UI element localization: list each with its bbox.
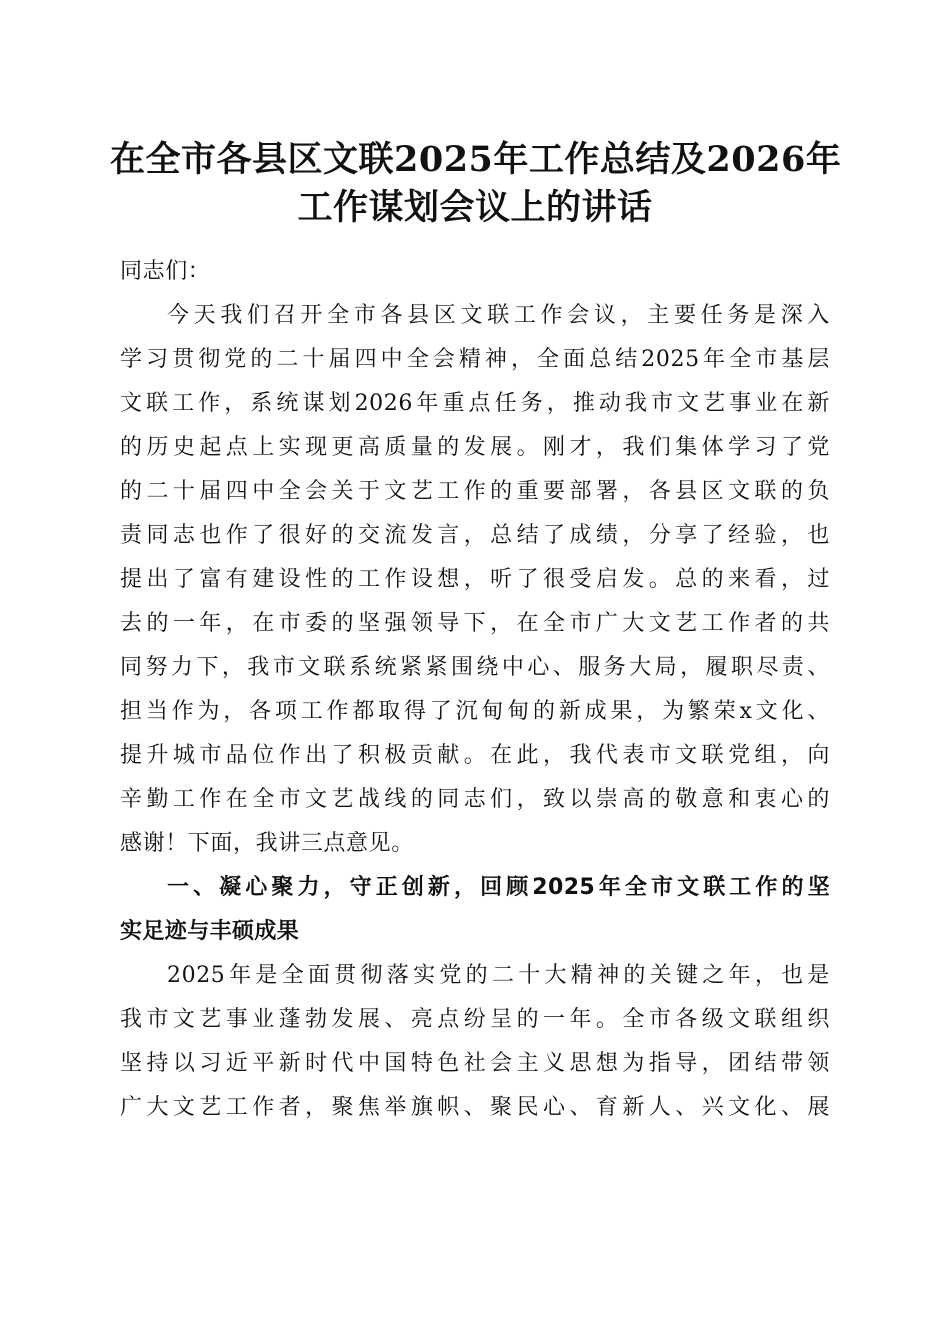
document-title	[110, 136, 840, 232]
body-line: 文联工作，系统谋划2026年重点任务，推动我市文艺事业在新	[120, 391, 830, 416]
body-line: 去的一年，在市委的坚强领导下，在全市广大文艺工作者的共	[120, 611, 830, 636]
title-line: 在全市各县区文联2025年工作总结及2026年	[110, 139, 842, 180]
body-line: 的二十届四中全会关于文艺工作的重要部署，各县区文联的负	[120, 479, 830, 504]
body-line: 2025年是全面贯彻落实党的二十大精神的关键之年，也是	[167, 963, 830, 988]
body-line: 担当作为，各项工作都取得了沉甸甸的新成果，为繁荣x文化、	[120, 699, 830, 724]
document-body	[120, 250, 830, 1130]
title-line: 工作谋划会议上的讲话	[297, 187, 653, 228]
body-line: 辛勤工作在全市文艺战线的同志们，致以崇高的敬意和衷心的	[120, 787, 830, 812]
salutation: 同志们：	[120, 259, 211, 284]
body-line: 提出了富有建设性的工作设想，听了很受启发。总的来看，过	[120, 567, 830, 592]
section-heading-line: 一、凝心聚力，守正创新，回顾2025年全市文联工作的坚	[167, 875, 830, 900]
body-line: 责同志也作了很好的交流发言，总结了成绩，分享了经验，也	[120, 523, 830, 548]
section-paragraph	[120, 954, 830, 1130]
intro-paragraph	[120, 294, 830, 866]
body-line: 的历史起点上实现更高质量的发展。刚才，我们集体学习了党	[120, 435, 830, 460]
body-line: 同努力下，我市文联系统紧紧围绕中心、服务大局，履职尽责、	[120, 655, 830, 680]
body-line: 坚持以习近平新时代中国特色社会主义思想为指导，团结带领	[120, 1051, 830, 1076]
salutation-paragraph	[120, 250, 830, 294]
body-line: 今天我们召开全市各县区文联工作会议，主要任务是深入	[167, 303, 830, 328]
body-line: 我市文艺事业蓬勃发展、亮点纷呈的一年。全市各级文联组织	[120, 1007, 830, 1032]
body-line: 学习贯彻党的二十届四中全会精神，全面总结2025年全市基层	[120, 347, 830, 372]
body-line: 提升城市品位作出了积极贡献。在此，我代表市文联党组，向	[120, 743, 830, 768]
section-heading	[120, 866, 830, 954]
section-heading-line: 实足迹与丰硕成果	[120, 919, 300, 944]
body-line: 广大文艺工作者，聚焦举旗帜、聚民心、育新人、兴文化、展	[120, 1095, 830, 1120]
body-line: 感谢！下面，我讲三点意见。	[120, 831, 414, 856]
